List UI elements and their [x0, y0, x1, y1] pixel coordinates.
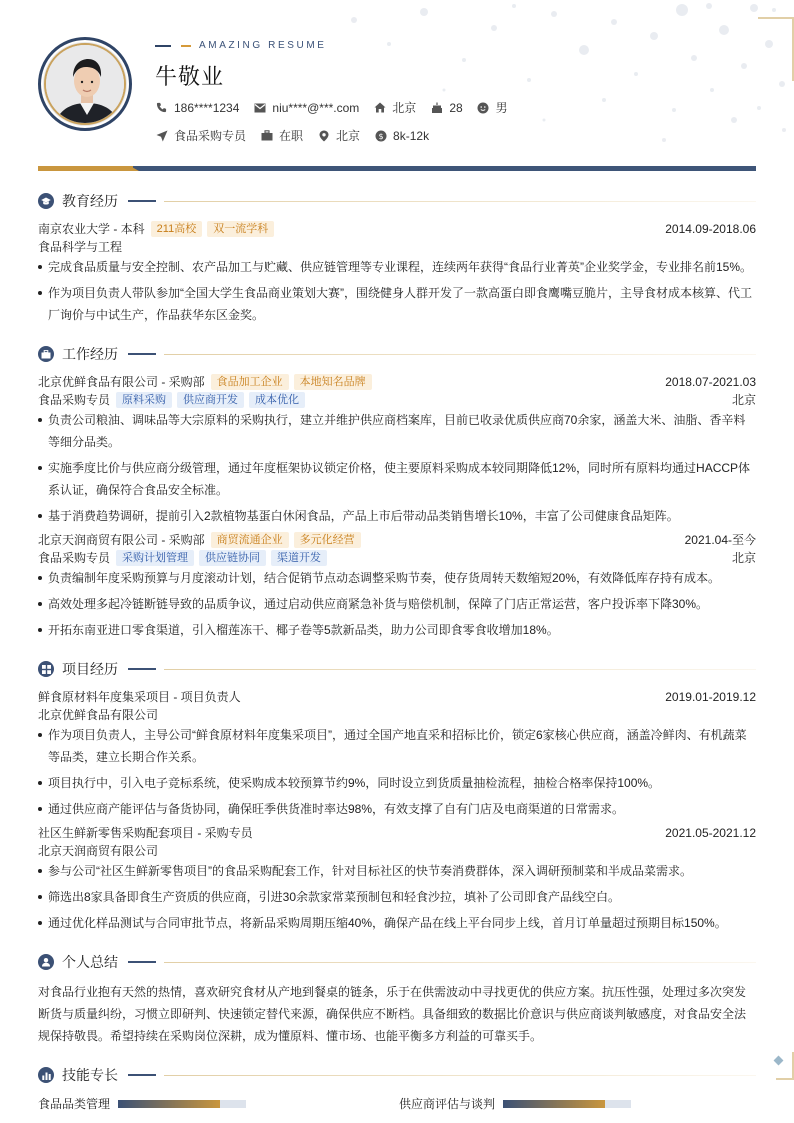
- role-tag: 原料采购: [116, 392, 172, 408]
- section-education: [38, 192, 756, 210]
- home-icon: [373, 102, 386, 114]
- role-tag: 渠道开发: [271, 550, 327, 566]
- gender-info: [477, 99, 508, 116]
- section-title: 技能专长: [62, 1067, 118, 1083]
- section-projects: [38, 660, 756, 678]
- job-period: 2021.04-至今: [684, 533, 756, 547]
- list-item: 实施季度比价与供应商分级管理，通过年度框架协议锁定价格，使主要原料采购成本较同期降低12%，同时所有原料均通过HACCP体系认证，确保符合食品安全标准。: [38, 457, 756, 501]
- role-tag: 供应商开发: [177, 392, 244, 408]
- job-header: [38, 531, 756, 548]
- svg-text:$: $: [378, 131, 384, 141]
- company-tag: 食品加工企业: [211, 374, 289, 390]
- job-role: 食品采购专员: [38, 551, 111, 565]
- school-tag: 211高校: [151, 221, 203, 237]
- job-header: [38, 373, 756, 390]
- project-org-row: [38, 706, 756, 723]
- list-item: 参与公司“社区生鲜新零售项目”的食品采购配套工作，针对目标社区的快节奏消费群体，深入调研预制菜和半成品菜需求。: [38, 860, 756, 882]
- cake-icon: [430, 102, 443, 114]
- phone-icon: [155, 102, 168, 114]
- summary-text: 对食品行业抱有天然的热情，喜欢研究食材从产地到餐桌的链条，乐于在供需波动中寻找更优的供应方案。抗压性强，处理过多次突发断货与质量纠纷，习惯立即研判、快速锁定替代来源，确保供应不断档。具备细致的数据比价意识与供应商谈判敏感度，对食品安全法规保持敬畏。希望持续在采购岗位深耕，成为懂原料、懂市场、也能平衡多方利益的可靠买手。: [38, 985, 747, 1043]
- section-summary: [38, 953, 756, 971]
- graduation-cap-icon: [38, 193, 54, 209]
- project-name: 社区生鲜新零售采购配套项目 - 采购专员: [38, 826, 253, 840]
- header-divider-bar: [38, 166, 756, 171]
- project-header: [38, 688, 756, 705]
- list-item: 项目执行中，引入电子竞标系统，使采购成本较预算节约9%，同时设立到货质量抽检流程，抽检合格率保持100%。: [38, 772, 756, 794]
- phone-info: [155, 101, 239, 115]
- list-item: 通过供应商产能评估与备货协同，确保旺季供货准时率达98%，有效支撑了自有门店及电商渠道的日常需求。: [38, 798, 756, 820]
- project-period: 2021.05-2021.12: [665, 825, 756, 840]
- list-item: 完成食品质量与安全控制、农产品加工与贮藏、供应链管理等专业课程，连续两年获得“食品行业菁英”企业奖学金，专业排名前15%。: [38, 256, 756, 278]
- education-header: [38, 220, 756, 237]
- target-position-info: [155, 127, 246, 144]
- contact-row: [155, 99, 522, 116]
- skill-name: 供应商评估与谈判: [399, 1097, 496, 1111]
- target-city-info: [317, 127, 360, 144]
- section-skills: [38, 1066, 756, 1084]
- age-info: [430, 101, 462, 115]
- list-item: 通过优化样品测试与合同审批节点，将新品采购周期压缩40%，确保产品在线上平台同步上线，首月订单量超过预期目标150%。: [38, 912, 756, 934]
- section-title: 工作经历: [62, 346, 118, 362]
- phone-text: 186****1234: [174, 100, 240, 115]
- skill-bar: [503, 1100, 631, 1108]
- grid-icon: [38, 661, 54, 677]
- job-role-row: [38, 549, 756, 566]
- tagline: [155, 40, 327, 51]
- job-period: 2018.07-2021.03: [665, 374, 756, 389]
- gender-text: 男: [495, 101, 508, 115]
- company-tag: 本地知名品牌: [294, 374, 372, 390]
- tagline-text: AMAZING RESUME: [199, 40, 327, 51]
- send-icon: [155, 130, 168, 142]
- role-tag: 成本优化: [249, 392, 305, 408]
- section-title: 项目经历: [62, 661, 118, 677]
- portrait-image: [46, 45, 126, 125]
- list-item: 高效处理多起冷链断链导致的品质争议，通过启动供应商紧急补货与赔偿机制，保障了门店正常运营，客户投诉率下降30%。: [38, 593, 756, 615]
- job-role-row: [38, 391, 756, 408]
- list-item: 负责公司粮油、调味品等大宗原料的采购执行，建立并维护供应商档案库，目前已收录优质供应商70余家，涵盖大米、油脂、香辛料等细分品类。: [38, 409, 756, 453]
- skill-name: 食品品类管理: [38, 1097, 111, 1111]
- age-text: 28: [449, 100, 463, 115]
- skill-fill: [118, 1100, 220, 1108]
- section-title: 个人总结: [62, 954, 118, 970]
- list-item: 筛选出8家具备即食生产资质的供应商，引进30余款家常菜预制包和轻食沙拉，填补了公司即食产品线空白。: [38, 886, 756, 908]
- list-item: 负责编制年度采购预算与月度滚动计划，结合促销节点动态调整采购节奏，使存货周转天数缩短20%，有效降低库存持有成本。: [38, 567, 756, 589]
- status-text: 在职: [279, 129, 304, 143]
- job-city: 北京: [731, 393, 756, 407]
- list-item: 作为项目负责人带队参加“全国大学生食品商业策划大赛”，围绕健身人群开发了一款高蛋白即食鹰嘴豆脆片，主导食材成本核算、代工厂询价与中试生产，作品获华东区金奖。: [38, 282, 756, 326]
- email-info: [253, 101, 359, 115]
- avatar: [38, 37, 132, 131]
- target-city-text: 北京: [336, 129, 361, 143]
- skill-bar: [118, 1100, 246, 1108]
- school-tag: 双一流学科: [207, 221, 274, 237]
- job-role: 食品采购专员: [38, 393, 111, 407]
- company-tag: 商贸流通企业: [211, 532, 289, 548]
- list-item: 作为项目负责人，主导公司“鲜食原材料年度集采项目”，通过全国产地直采和招标比价，锁定6家核心供应商，涵盖冷鲜肉、有机蔬菜等品类，建立长期合作关系。: [38, 724, 756, 768]
- coin-icon: [374, 130, 387, 142]
- project-org: 北京优鲜食品有限公司: [38, 708, 159, 722]
- job-intent-row: [155, 127, 443, 144]
- job-city: 北京: [731, 551, 756, 565]
- company-tag: 多元化经营: [294, 532, 361, 548]
- section-title: 教育经历: [62, 193, 118, 209]
- role-tag: 供应链协同: [199, 550, 266, 566]
- company-name: 北京天润商贸有限公司 - 采购部: [38, 533, 205, 547]
- project-org: 北京天润商贸有限公司: [38, 844, 159, 858]
- project-name: 鲜食原材料年度集采项目 - 项目负责人: [38, 690, 241, 704]
- face-icon: [477, 102, 490, 114]
- status-info: [260, 127, 303, 144]
- mail-icon: [253, 102, 266, 114]
- candidate-name: 牛敬业: [155, 64, 225, 89]
- school-name: 南京农业大学 - 本科: [38, 222, 145, 236]
- skill-item: [399, 1095, 631, 1112]
- corner-decoration-top: [758, 17, 794, 81]
- target-position-text: 食品采购专员: [174, 129, 247, 143]
- salary-text: 8k-12k: [393, 128, 430, 143]
- major-row: [38, 238, 756, 255]
- bar-chart-icon: [38, 1067, 54, 1083]
- company-name: 北京优鲜食品有限公司 - 采购部: [38, 375, 205, 389]
- education-period: 2014.09-2018.06: [665, 221, 756, 236]
- email-text: niu****@***.com: [272, 100, 360, 115]
- city-text: 北京: [392, 101, 417, 115]
- briefcase-icon: [260, 130, 273, 142]
- city-info: [373, 99, 416, 116]
- list-item: 开拓东南亚进口零食渠道，引入榴莲冻干、椰子卷等5款新品类，助力公司即食零食收增加18%。: [38, 619, 756, 641]
- role-tag: 采购计划管理: [116, 550, 194, 566]
- major: 食品科学与工程: [38, 240, 123, 254]
- project-period: 2019.01-2019.12: [665, 689, 756, 704]
- list-item: 基于消费趋势调研，提前引入2款植物基蛋白休闲食品，产品上市后带动品类销售增长10%，丰富了公司健康食品矩阵。: [38, 505, 756, 527]
- location-pin-icon: [317, 130, 330, 142]
- project-org-row: [38, 842, 756, 859]
- skill-fill: [503, 1100, 605, 1108]
- skill-item: [38, 1095, 246, 1112]
- project-header: [38, 824, 756, 841]
- briefcase-icon: [38, 346, 54, 362]
- salary-info: [374, 129, 429, 143]
- section-work: [38, 345, 756, 363]
- user-icon: [38, 954, 54, 970]
